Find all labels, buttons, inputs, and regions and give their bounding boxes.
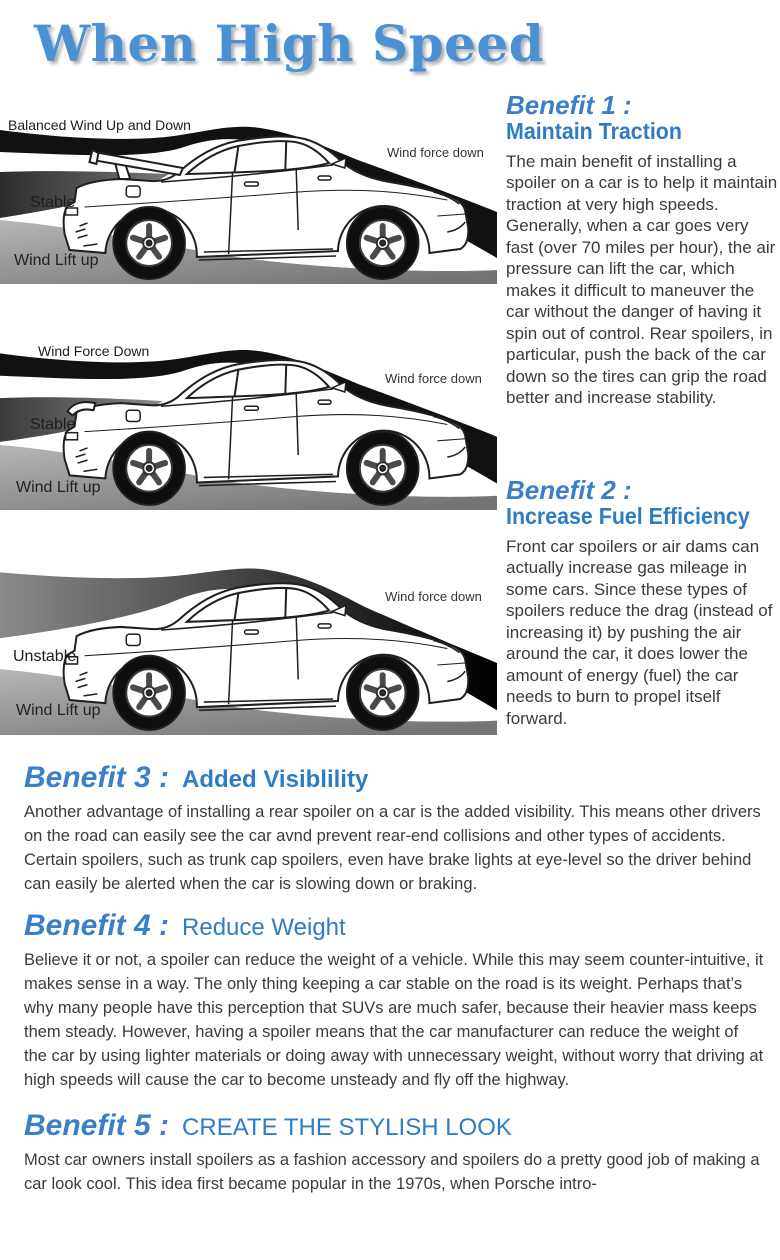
benefit-5-section xyxy=(24,1110,764,1196)
benefit-1-subtitle: Maintain Traction xyxy=(506,118,682,145)
diagram3-label-wind-lift-up: Wind Lift up xyxy=(16,702,101,719)
benefit-1-section xyxy=(506,92,780,409)
diagram3-label-wind-force-down: Wind force down xyxy=(385,589,482,604)
benefit-3-heading: Benefit 3 : xyxy=(24,761,170,794)
benefit-1-body: The main benefit of installing a spoiler on a car is to help it maintain traction at very high speeds. Generally, when a car goes very fast (over 70 miles per hour), the air pressure can lift the car, which makes it difficult to maneuver the car without the danger of having it spin out of control. Rear spoilers, in particular, push the back of the car down so the tires can grip the road better and increase stability. xyxy=(506,151,778,408)
benefit-3-heading-row xyxy=(24,762,764,794)
benefit-2-heading: Benefit 2 : xyxy=(506,475,632,505)
diagram1-label-wind-lift-up: Wind Lift up xyxy=(14,252,99,269)
benefit-2-subtitle: Increase Fuel Efficiency xyxy=(506,503,750,530)
benefit-1-heading: Benefit 1 : xyxy=(506,90,632,120)
page-title: When High Speed xyxy=(34,14,545,73)
benefit-3-section xyxy=(24,762,764,896)
diagram1-label-stable: Stable xyxy=(30,194,76,211)
benefit-2-section xyxy=(506,477,780,729)
diagram-car-no-spoiler xyxy=(0,558,497,735)
diagram-car-wing-spoiler xyxy=(0,112,497,284)
diagram2-label-wind-lift-up: Wind Lift up xyxy=(16,479,101,496)
benefit-4-heading: Benefit 4 : xyxy=(24,909,170,942)
benefit-3-body: Another advantage of installing a rear spoiler on a car is the added visibility. This means other drivers on the road can easily see the car avnd prevent rear-end collisions and other types of accidents. Certain spoilers, such as trunk cap spoilers, even have brake lights at eye-level so the driver behind can easily be alerted when the car is slowing down or braking. xyxy=(24,803,761,893)
diagram2-label-stable: Stable xyxy=(30,416,76,433)
benefit-5-heading-row xyxy=(24,1110,764,1142)
diagram-car-lip-spoiler xyxy=(0,335,497,510)
benefit-5-body: Most car owners install spoilers as a fashion accessory and spoilers do a pretty good job of making a car look cool. This idea first became popular in the 1970s, when Porsche intro- xyxy=(24,1151,760,1193)
benefit-4-section xyxy=(24,910,764,1092)
benefit-4-subtitle: Reduce Weight xyxy=(182,914,346,941)
diagram2-label-wind-force-down: Wind force down xyxy=(385,371,482,386)
diagram1-label-wind-force-down: Wind force down xyxy=(387,145,484,160)
benefit-3-subtitle: Added Visiblility xyxy=(182,766,369,793)
benefit-4-heading-row xyxy=(24,910,764,942)
diagram1-label-top-left: Balanced Wind Up and Down xyxy=(8,117,191,133)
benefit-4-body: Believe it or not, a spoiler can reduce the weight of a vehicle. While this may seem counter-intuitive, it makes sense in a way. The only thing keeping a car stable on the road is its weight. Perhaps that’s why many people have this perception that SUVs are much safer, because their heavier mass keeps them steady. However, having a spoiler means that the car manufacturer can reduce the weight of the car by using lighter materials or doing away with unnecessary weight, without worry that driving at high speeds will cause the car to become unsteady and fly off the highway. xyxy=(24,951,764,1089)
benefit-2-body: Front car spoilers or air dams can actually increase gas mileage in some cars. Since these types of spoilers reduce the drag (instead of increasing it) by pushing the air around the car, it does lower the amount of energy (fuel) the car needs to burn to propel itself forward. xyxy=(506,536,773,728)
benefit-5-heading: Benefit 5 : xyxy=(24,1109,170,1142)
benefit-5-subtitle: CREATE THE STYLISH LOOK xyxy=(182,1114,512,1141)
diagram2-label-top-left: Wind Force Down xyxy=(38,343,150,359)
diagram3-label-unstable: Unstable xyxy=(13,648,77,665)
